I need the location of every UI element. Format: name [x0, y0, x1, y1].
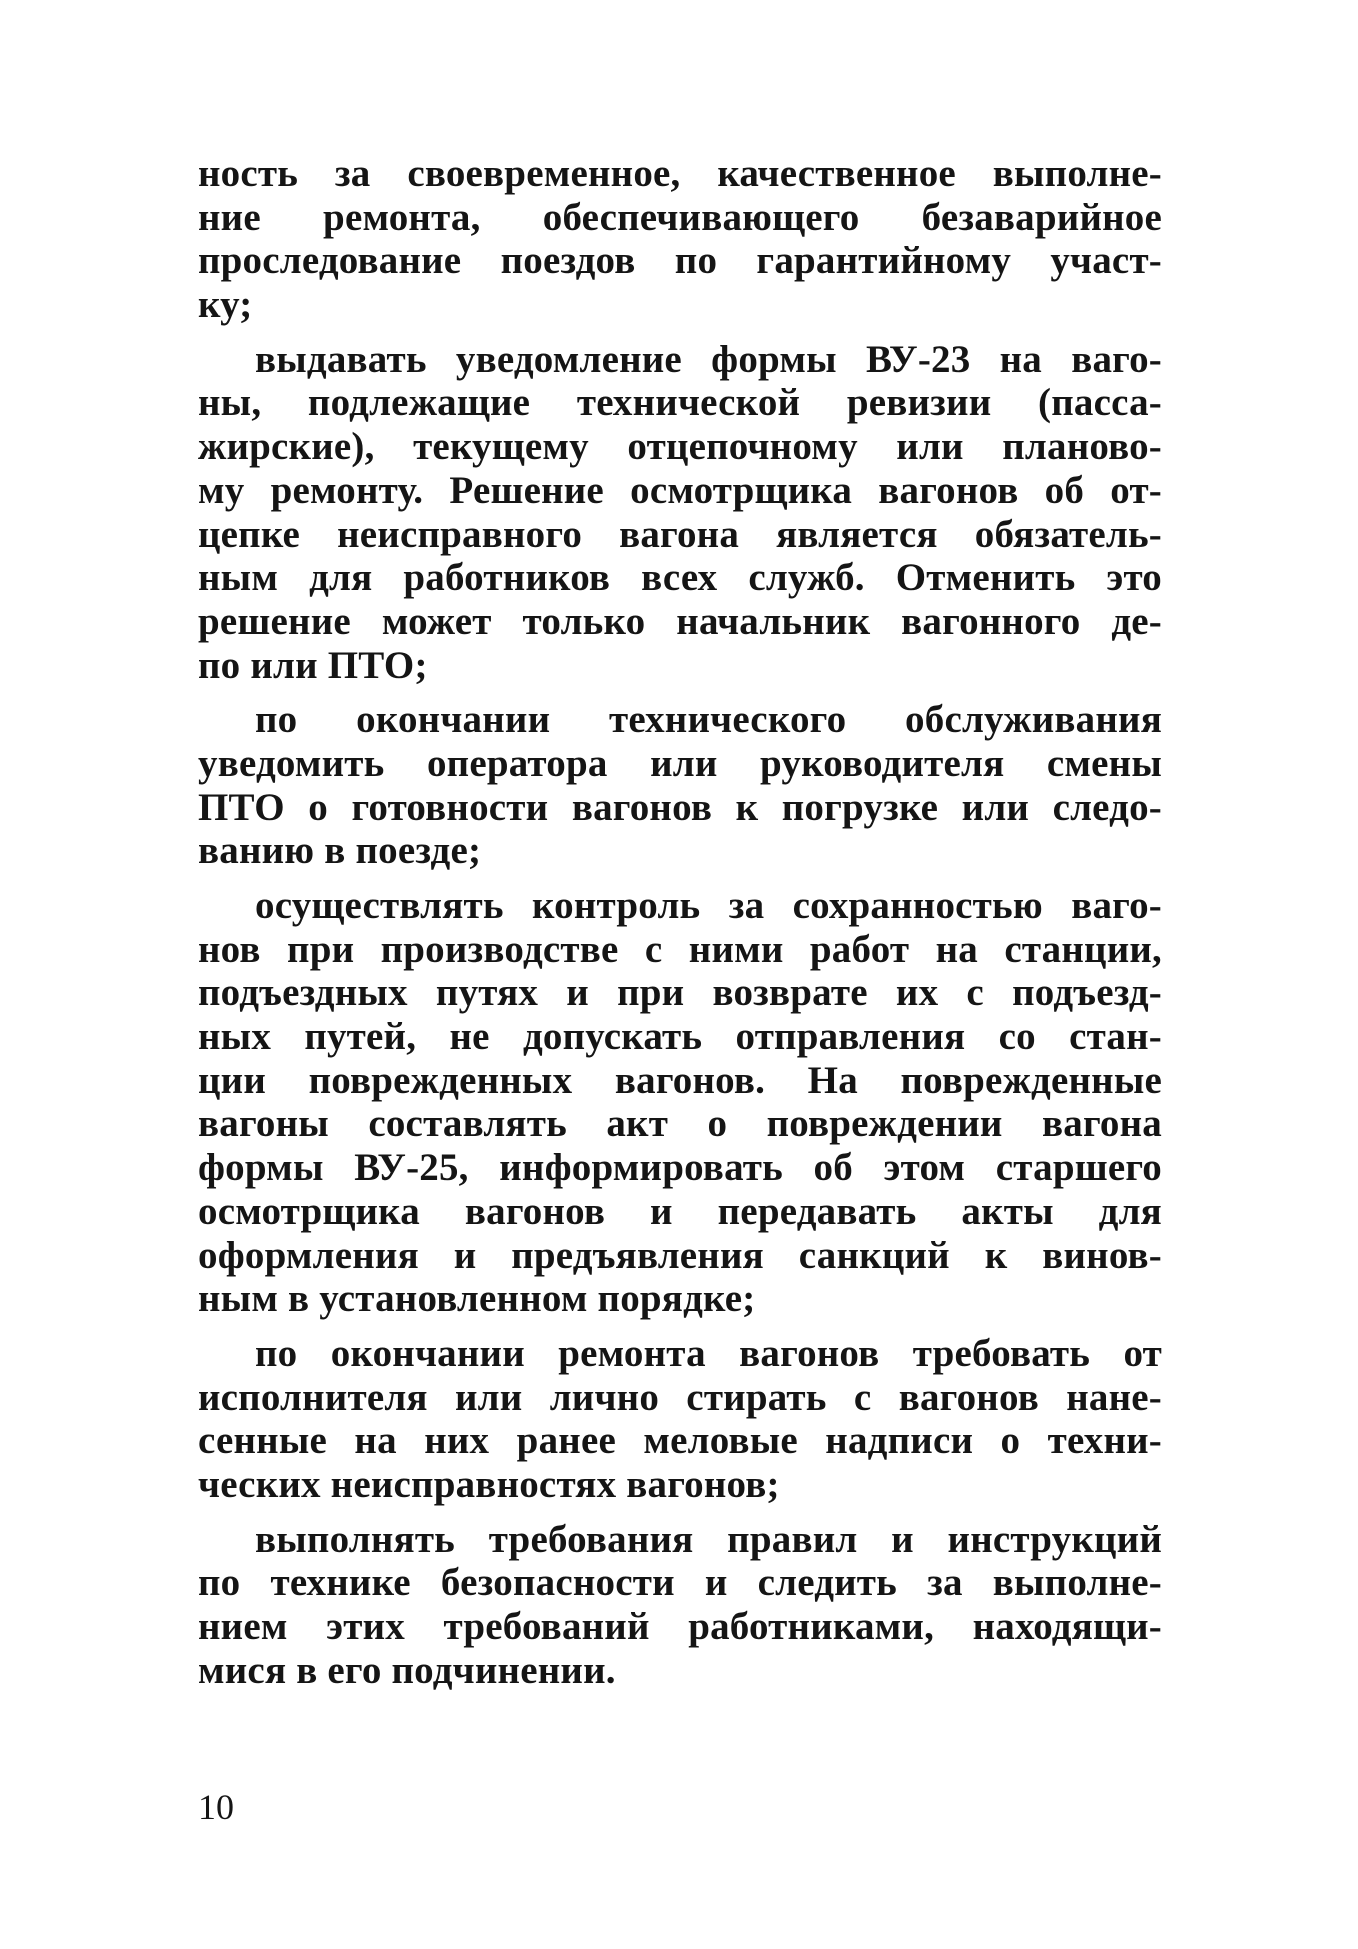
paragraph-safety-rules: [198, 1518, 1162, 1693]
text-line: мися в его подчинении.: [198, 1648, 616, 1692]
page-number: 10: [198, 1787, 234, 1827]
text-line: нием этих требований работниками, находящи-: [198, 1605, 1162, 1648]
text-line: проследование поездов по гарантийному участ-: [198, 239, 1162, 283]
text-line: ны, подлежащие технической ревизии (пасса-: [198, 381, 1162, 425]
text-line: по технике безопасности и следить за выполне-: [198, 1561, 1162, 1605]
text-line: жирские), текущему отцепочному или планово-: [198, 425, 1162, 469]
text-line: выдавать уведомление формы ВУ-23 на ваго-: [255, 337, 1162, 381]
text-line: ку;: [198, 283, 253, 327]
text-line: выполнять требования правил и инструкций: [255, 1517, 1162, 1561]
paragraph-damage-control: [198, 884, 1162, 1321]
paragraph-service-completion: [198, 698, 1162, 873]
text-line: вагоны составлять акт о повреждении вагона: [198, 1102, 1162, 1146]
text-line: формы ВУ-25, информировать об этом старшего: [198, 1146, 1162, 1190]
text-line: ции поврежденных вагонов. На поврежденные: [198, 1058, 1162, 1102]
paragraph-chalk-marks: [198, 1332, 1162, 1507]
text-line: ных путей, не допускать отправления со стан-: [198, 1015, 1162, 1059]
text-line: по или ПТО;: [198, 643, 428, 687]
text-line: по окончании технического обслуживания: [255, 698, 1162, 742]
text-line: осуществлять контроль за сохранностью ваго-: [255, 884, 1162, 927]
text-line: цепке неисправного вагона является обязатель-: [198, 512, 1162, 556]
text-line: сенные на них ранее меловые надписи о техни-: [198, 1419, 1162, 1463]
text-line: подъездных путях и при возврате их с подъезд-: [198, 971, 1162, 1015]
page-text: [198, 152, 1162, 1703]
text-line: уведомить оператора или руководителя смены: [198, 741, 1162, 785]
paragraph-continuation: [198, 152, 1162, 327]
text-line: осмотрщика вагонов и передавать акты для: [198, 1189, 1162, 1233]
text-line: ность за своевременное, качественное выполне-: [198, 152, 1162, 195]
paragraph-notice-vu23: [198, 338, 1162, 688]
text-line: ванию в поезде;: [198, 829, 482, 873]
text-line: исполнителя или лично стирать с вагонов нане-: [198, 1375, 1162, 1419]
text-line: по окончании ремонта вагонов требовать от: [255, 1331, 1162, 1375]
text-line: ным для работников всех служб. Отменить это: [198, 556, 1162, 600]
text-line: ПТО о готовности вагонов к погрузке или следо-: [198, 785, 1162, 829]
text-line: ческих неисправностях вагонов;: [198, 1462, 780, 1506]
text-line: му ремонту. Решение осмотрщика вагонов об от-: [198, 468, 1162, 512]
text-line: нов при производстве с ними работ на станции,: [198, 927, 1162, 971]
text-line: ние ремонта, обеспечивающего безаварийное: [198, 195, 1162, 239]
text-line: ным в установленном порядке;: [198, 1277, 756, 1321]
text-line: оформления и предъявления санкций к винов-: [198, 1233, 1162, 1277]
text-line: решение может только начальник вагонного де-: [198, 599, 1162, 643]
